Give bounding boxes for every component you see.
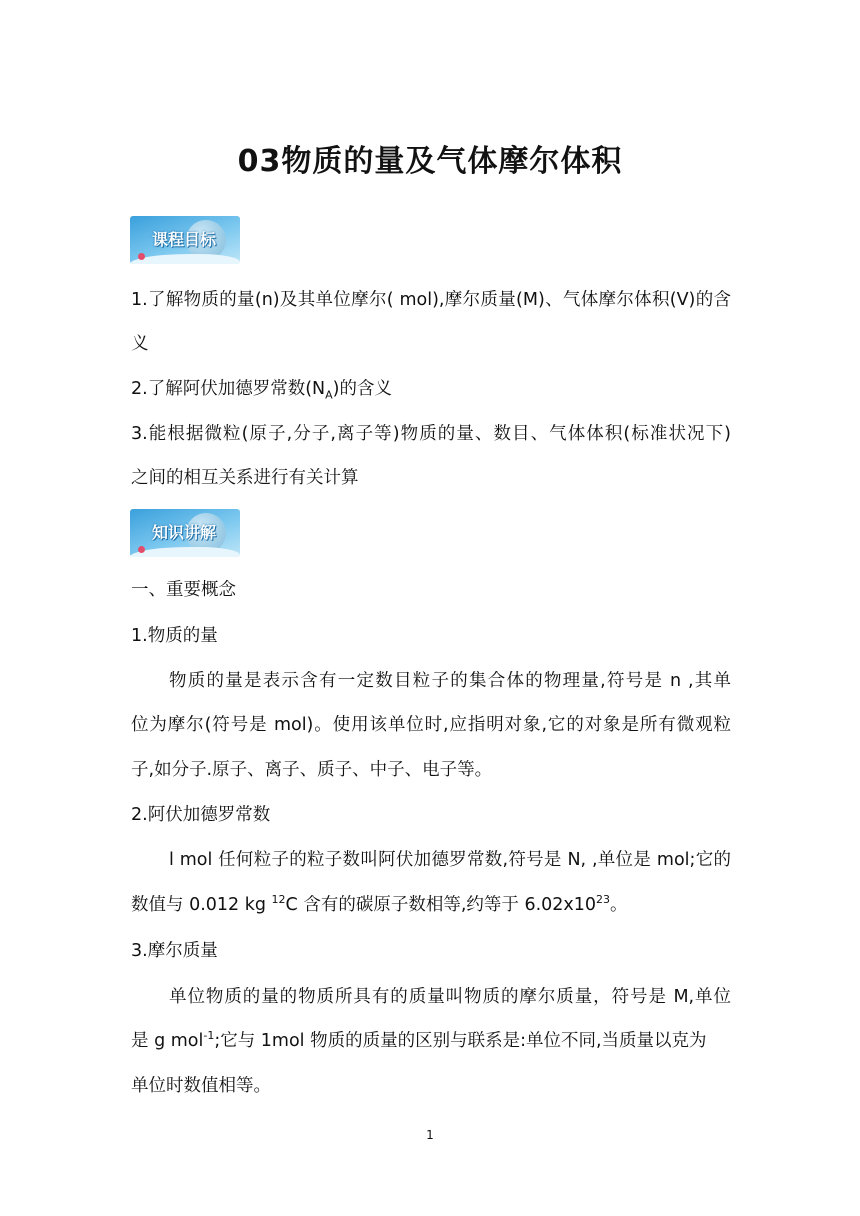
badge-wave-decoration bbox=[130, 547, 240, 557]
concept-1-title: 1.物质的量 bbox=[131, 626, 218, 646]
course-goals-badge bbox=[130, 216, 240, 264]
isotope-superscript: 12 bbox=[271, 893, 286, 907]
objective-2-text: 2.了解阿伏加德罗常数(N bbox=[131, 379, 326, 399]
concept-3-line-3: 单位时数值相等。 bbox=[131, 1076, 271, 1096]
badge-label: 课程目标 bbox=[152, 230, 217, 249]
concept-3-text-end: ;它与 1mol 物质的质量的区别与联系是:单位不同,当质量以克为 bbox=[214, 1031, 707, 1051]
concept-1-line-1: 物质的量是表示含有一定数目粒子的集合体的物理量,符号是 n ,其单 bbox=[169, 671, 731, 691]
concept-3-line-2 bbox=[131, 1029, 731, 1053]
concept-3-title: 3.摩尔质量 bbox=[131, 941, 218, 961]
section-heading: 一、重要概念 bbox=[131, 580, 236, 600]
concept-1-line-2: 位为摩尔(符号是 mol)。使用该单位时,应指明对象,它的对象是所有微观粒 bbox=[131, 715, 731, 735]
concept-1-line-3: 子,如分子.原子、离子、质子、中子、电子等。 bbox=[131, 760, 493, 780]
concept-2-line-2 bbox=[131, 893, 731, 917]
avogadro-subscript: A bbox=[325, 388, 333, 402]
objective-2 bbox=[131, 377, 731, 401]
concept-2-text-end: 。 bbox=[610, 895, 628, 915]
badge-wave-decoration bbox=[130, 254, 240, 264]
knowledge-badge bbox=[130, 509, 240, 557]
badge-dot-decoration bbox=[138, 546, 145, 553]
concept-2-line-1: l mol 任何粒子的粒子数叫阿伏加德罗常数,符号是 N, ,单位是 mol;它的 bbox=[169, 850, 731, 870]
concept-3-line-1: 单位物质的量的物质所具有的质量叫物质的摩尔质量，符号是 M,单位 bbox=[169, 987, 731, 1007]
concept-3-text: 是 g mol bbox=[131, 1031, 204, 1051]
objective-2-text-end: )的含义 bbox=[332, 379, 392, 399]
concept-2-text: 数值与 0.012 kg bbox=[131, 895, 272, 915]
badge-label: 知识讲解 bbox=[152, 523, 217, 542]
unit-superscript: -1 bbox=[203, 1029, 215, 1043]
page-number: 1 bbox=[426, 1128, 434, 1142]
concept-2-title: 2.阿伏加德罗常数 bbox=[131, 805, 271, 825]
concept-2-text-mid: C 含有的碳原子数相等,约等于 6.02x10 bbox=[285, 895, 597, 915]
objective-1-line-2: 义 bbox=[131, 334, 149, 354]
objective-1-line-1: 1.了解物质的量(n)及其单位摩尔( mol),摩尔质量(M)、气体摩尔体积(V)的含 bbox=[131, 290, 731, 310]
exponent-superscript: 23 bbox=[596, 893, 611, 907]
page-title: 03物质的量及气体摩尔体积 bbox=[237, 144, 623, 179]
badge-dot-decoration bbox=[138, 253, 145, 260]
objective-3-line-2: 之间的相互关系进行有关计算 bbox=[131, 468, 359, 488]
objective-3-line-1: 3.能根据微粒(原子,分子,离子等)物质的量、数目、气体体积(标准状况下) bbox=[131, 424, 731, 444]
